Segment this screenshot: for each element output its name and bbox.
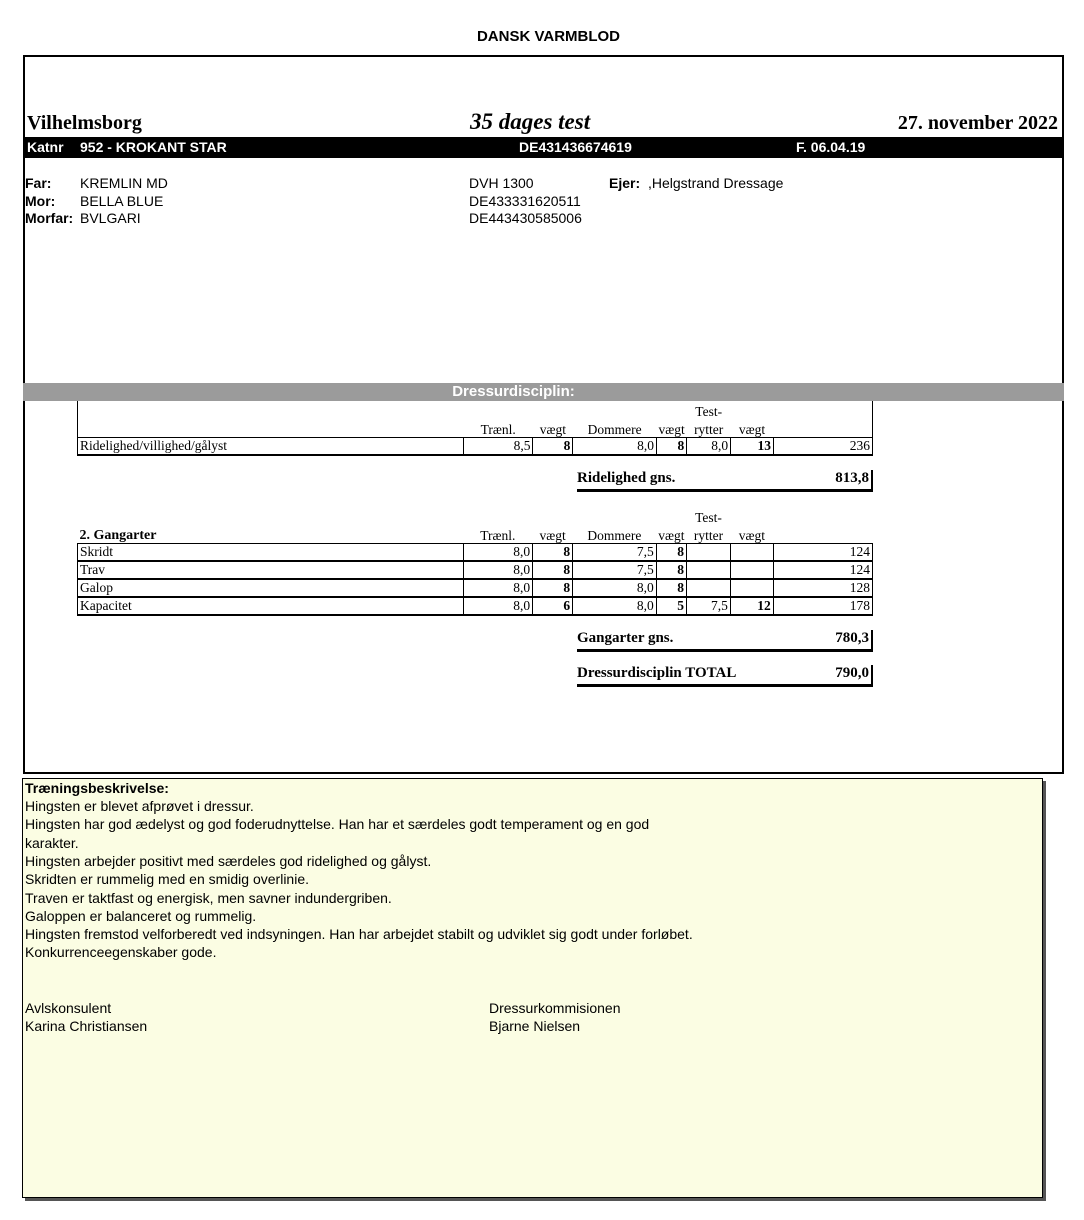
owner-name: ,Helgstrand Dressage <box>648 175 784 191</box>
comment-line: Hingsten har god ædelyst og god foderudnyttelse. Han har et særdeles godt temperament og en god <box>25 816 650 833</box>
cell: 8,0 <box>463 561 533 579</box>
cell: 8 <box>533 437 573 455</box>
cell: 7,5 <box>687 597 731 615</box>
col-rytter: rytter <box>693 527 724 543</box>
avg-value: 780,3 <box>835 630 869 646</box>
comment-line: Hingsten arbejder positivt med særdeles god ridelighed og gålyst. <box>25 852 432 869</box>
col-traenl: Trænl. <box>480 527 516 543</box>
row-label: Ridelighed/villighed/gålyst <box>78 437 464 455</box>
cell: 13 <box>731 437 774 455</box>
morfar-id: DE443430585006 <box>469 210 582 226</box>
avg-value: 813,8 <box>835 470 869 486</box>
comment-line: Konkurrenceegenskaber gode. <box>25 944 217 961</box>
row-label: Galop <box>78 579 464 597</box>
cell: 8,0 <box>463 543 533 561</box>
gangarter-table <box>77 507 873 616</box>
cell: 8,0 <box>573 579 657 597</box>
total-label: Dressurdisciplin TOTAL <box>577 665 737 681</box>
location: Vilhelmsborg <box>27 112 142 134</box>
ridelighed-table <box>77 401 873 456</box>
cell: 8 <box>533 561 573 579</box>
test-name: 35 dages test <box>470 109 591 134</box>
col-test: Test- <box>695 404 723 419</box>
mor-name: BELLA BLUE <box>80 193 164 209</box>
cell <box>687 579 731 597</box>
cell: 5 <box>656 597 686 615</box>
morfar-name: BVLGARI <box>80 210 141 226</box>
cell <box>730 543 773 561</box>
far-name: KREMLIN MD <box>80 175 168 191</box>
table-row <box>78 561 873 579</box>
mor-id: DE433331620511 <box>469 193 581 209</box>
far-label: Far: <box>25 175 52 191</box>
col-test: Test- <box>695 510 722 525</box>
col-vaegt: vægt <box>738 421 766 437</box>
cell: 8 <box>656 543 686 561</box>
comment-line: Hingsten er blevet afprøvet i dressur. <box>25 798 254 814</box>
cell: 12 <box>730 597 773 615</box>
col-dommere: Dommere <box>587 421 642 437</box>
table-row <box>78 579 873 597</box>
sig2-name: Bjarne Nielsen <box>489 1018 581 1034</box>
comment-line: Hingsten fremstod velforberedt ved indsyningen. Han har arbejdet stabilt og udviklet sig godt under forløbet. <box>25 926 693 943</box>
test-date: 27. november 2022 <box>897 112 1058 134</box>
cell: 124 <box>773 561 872 579</box>
table-row <box>78 543 873 561</box>
cell: 128 <box>773 579 872 597</box>
row-label: Skridt <box>78 543 464 561</box>
comment-heading: Træningsbeskrivelse: <box>25 780 169 796</box>
cell: 8 <box>533 543 573 561</box>
cell: 124 <box>773 543 872 561</box>
katnr-label: Katnr <box>27 139 64 155</box>
sig1-name: Karina Christiansen <box>25 1018 148 1034</box>
sig1-role: Avlskonsulent <box>25 1000 112 1016</box>
birth-date: F. 06.04.19 <box>796 139 866 155</box>
cell: 8 <box>656 561 686 579</box>
table-row <box>78 597 873 615</box>
col-vaegt: vægt <box>658 527 685 543</box>
cell: 8 <box>656 579 686 597</box>
row-label: Trav <box>78 561 464 579</box>
cell: 6 <box>533 597 573 615</box>
comment-line: Skridten er rummelig med en smidig overlinie. <box>25 871 309 888</box>
cell <box>730 579 773 597</box>
table-row <box>78 437 873 455</box>
gangarter-avg <box>577 630 873 652</box>
cell: 7,5 <box>573 561 657 579</box>
cell <box>687 543 731 561</box>
gangarter-title: 2. Gangarter <box>79 527 157 543</box>
morfar-label: Morfar: <box>25 210 74 226</box>
comment-line: Traven er taktfast og energisk, men savner indundergriben. <box>25 889 392 906</box>
horse-name: 952 - KROKANT STAR <box>80 139 227 155</box>
cell: 8,0 <box>463 579 533 597</box>
ridelighed-avg <box>577 470 873 492</box>
col-vaegt: vægt <box>738 527 765 543</box>
cell: 8,5 <box>463 437 533 455</box>
col-dommere: Dommere <box>587 527 642 543</box>
cell: 236 <box>773 437 872 455</box>
cell: 8,0 <box>687 437 731 455</box>
mor-label: Mor: <box>25 193 56 209</box>
col-rytter: rytter <box>694 421 724 437</box>
col-vaegt: vægt <box>658 421 685 437</box>
section-title: Dressurdisciplin: <box>23 383 1064 401</box>
cell: 178 <box>773 597 872 615</box>
horse-id: DE431436674619 <box>519 139 632 155</box>
comment-line: karakter. <box>25 834 79 851</box>
col-vaegt: vægt <box>539 527 566 543</box>
cell <box>730 561 773 579</box>
cell: 8 <box>533 579 573 597</box>
row-label: Kapacitet <box>78 597 464 615</box>
cell: 8,0 <box>573 597 657 615</box>
comment-line: Galoppen er balanceret og rummelig. <box>25 907 257 924</box>
total-value: 790,0 <box>835 665 869 681</box>
col-traenl: Trænl. <box>480 421 516 437</box>
avg-label: Ridelighed gns. <box>577 470 676 486</box>
avg-label: Gangarter gns. <box>577 630 674 646</box>
cell <box>687 561 731 579</box>
dressur-total <box>577 665 873 687</box>
cell: 7,5 <box>573 543 657 561</box>
col-vaegt: vægt <box>539 421 567 437</box>
owner-label: Ejer: <box>609 175 641 191</box>
training-description-box <box>22 778 1043 1198</box>
cell: 8,0 <box>573 437 657 455</box>
document-title: DANSK VARMBLOD <box>476 28 621 45</box>
sig2-role: Dressurkommisionen <box>489 1000 621 1016</box>
cell: 8,0 <box>463 597 533 615</box>
far-id: DVH 1300 <box>469 175 534 191</box>
cell: 8 <box>657 437 687 455</box>
